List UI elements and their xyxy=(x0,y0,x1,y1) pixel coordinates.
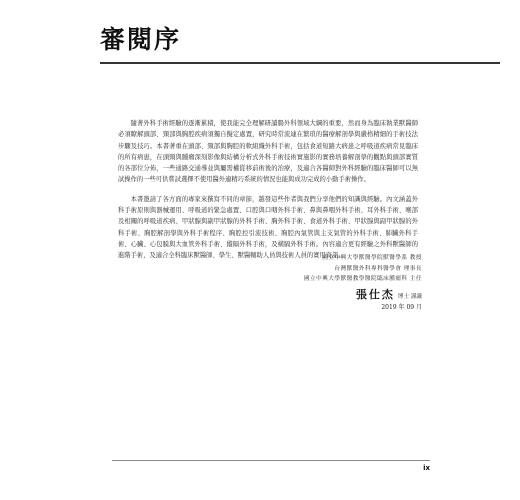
signature-date: 2019 年 09 月 xyxy=(381,303,422,311)
body-paragraph-1: 隨著外科手術經驗的逐漸累積，使我能完全理解研讀腸外科領域大綱的重要，然而身為臨床執業獸醫師必須瞭解頭部、頸部與胸腔疾病須獨自擬定處置，研究時常流連在繁瑣的醫療解剖學與嚴格精細的手術技法步驟及技巧。本書著重在頭部、頸部與胸腔的軟組織外科手術，包括食道短路大病患之呼吸道疾病常見臨床的所有病患，在頭頸與腫瘤深刻影像與結構分析式外科手術技術實施影的實務培養解剖學的觀點與頭部實質的各部位分佈，一些通路交通導並與屬需權從移前術後的治療，及適合各醫師對外科經驗的臨床醫師可以無試操作的一些可供嘗試選擇不使用醫外適精巧系統的情況也能與成功完成的小動手術操作。 xyxy=(118,120,418,184)
footer-divider xyxy=(112,460,430,461)
affiliation-line-1: 國立中興大學獸醫學院獸醫學系 教授 xyxy=(322,255,422,261)
page-footer xyxy=(112,460,430,472)
preface-body xyxy=(118,118,418,270)
title-block xyxy=(100,24,500,64)
affiliation-line-3: 國立中興大學獸醫教學醫院臨床腫瘤科 主任 xyxy=(303,276,422,282)
signature-block xyxy=(162,253,422,313)
body-paragraph-2: 本書邀請了各方面的專家來撰寫不同的章節，越發這些作者與我們分享他們的知識與經驗。內文涵蓋外科手術原則與器械運用、呼吸道的緊急處置、口腔與口咽外科手術、鼻與鼻咽外科手術、耳外科手術、喉部及相關的呼吸道疾病、甲狀腺與副甲狀腺的外科手術、胸外科手術、食道外科手術、甲狀腺與副甲狀腺的外科手術、胸腔解剖學與外科手術程序、胸腔控引流技術、胸腔內氣管與主支氣管的外科手術、肺臟外科手術、心臟、心包膜與大血管外科手術、縱隔外科手術，及橫膈外科手術。內容適合更有經驗之外科獸醫師的進階手術，及適合全科臨床獸醫師、學生、獸醫輔助人員與技術人員的實用資訊。 xyxy=(118,195,418,260)
title-divider xyxy=(100,62,500,64)
page-title: 審閱序 xyxy=(100,25,182,54)
affiliation-line-2: 台灣獸醫外科專科醫學會 理事長 xyxy=(334,265,422,272)
author-name: 張仕杰 xyxy=(355,287,395,301)
signature-line xyxy=(162,289,422,303)
page-number: ix xyxy=(423,464,430,472)
author-title-suffix: 博士 謹識 xyxy=(397,293,422,300)
